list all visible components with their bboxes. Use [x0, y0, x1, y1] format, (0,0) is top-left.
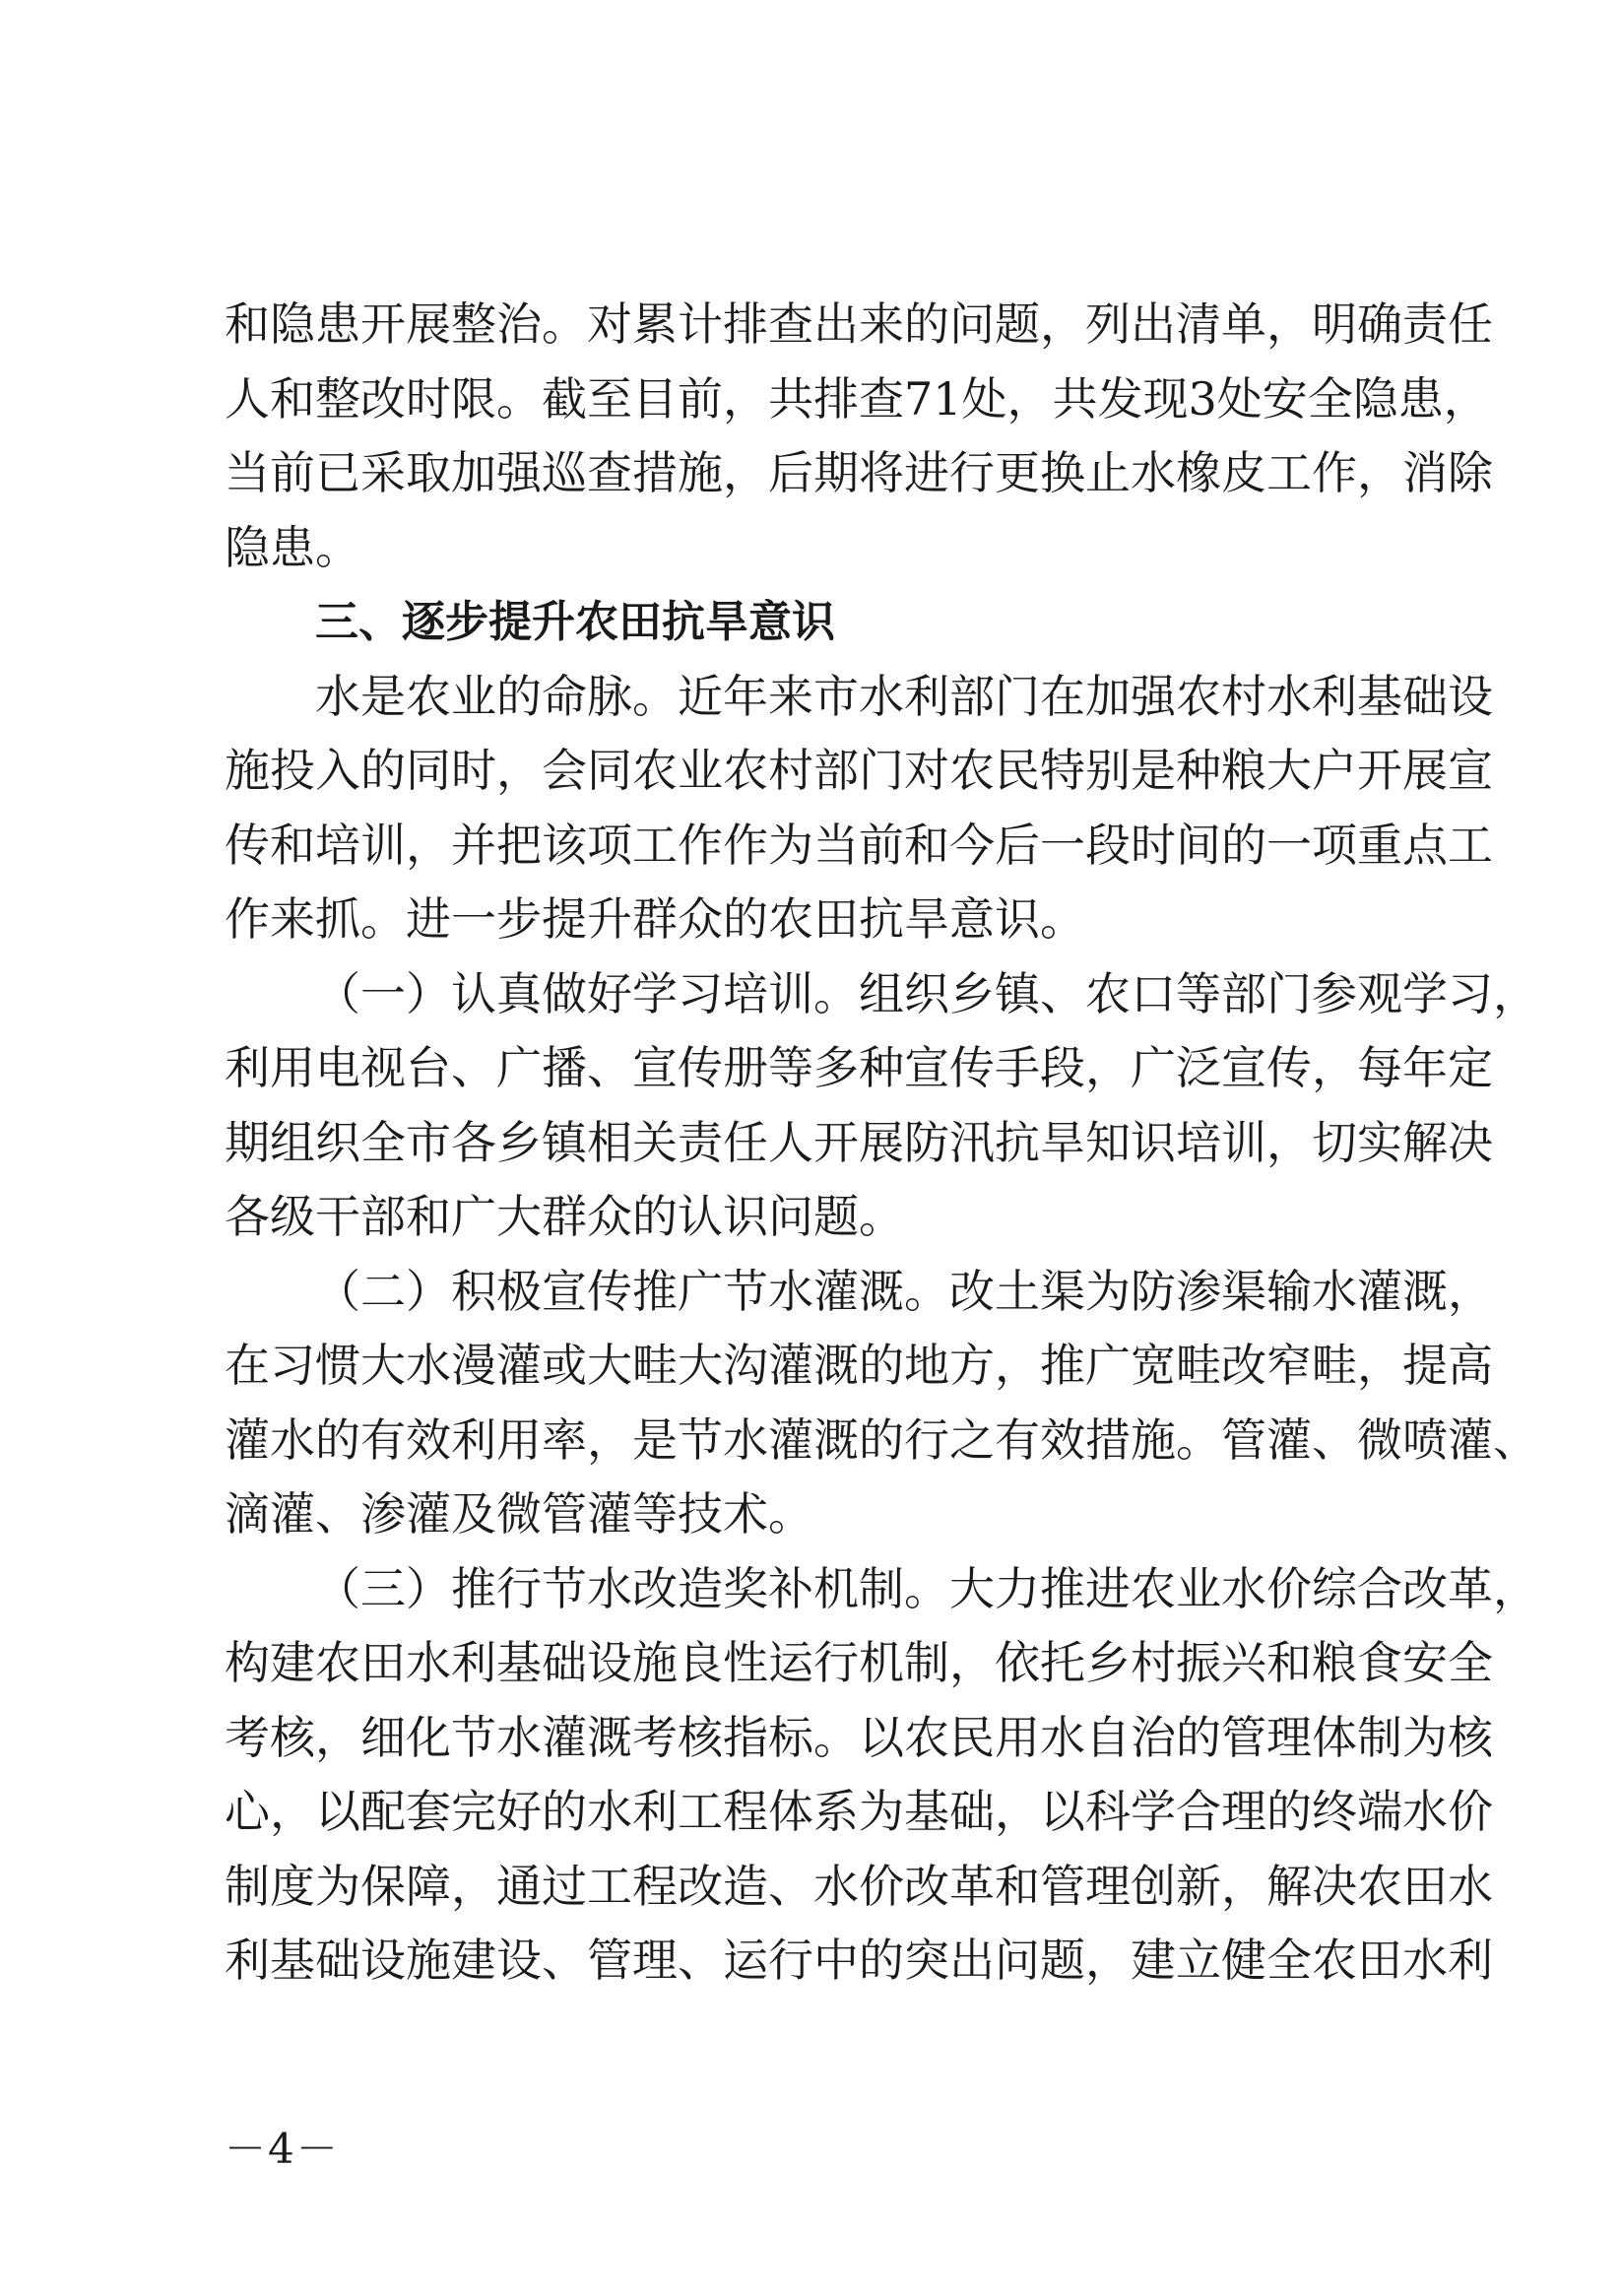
- text-line: 灌水的有效利用率，是节水灌溉的行之有效措施。管灌、微喷灌、: [225, 1412, 1538, 1467]
- text-line: 考核，细化节水灌溉考核指标。以农民用水自治的管理体制为核: [225, 1710, 1493, 1764]
- text-line: 隐患。: [225, 520, 360, 574]
- text-line: 和隐患开展整治。对累计排查出来的问题，列出清单，明确责任: [225, 297, 1493, 351]
- text-line: 利基础设施建设、管理、运行中的突出问题，建立健全农田水利: [225, 1934, 1493, 1987]
- text-line: 在习惯大水漫灌或大畦大沟灌溉的地方，推广宽畦改窄畦，提高: [225, 1339, 1493, 1392]
- text-line: 人和整改时限。截至目前，共排查71处，共发现3处安全隐患，: [225, 371, 1489, 426]
- section-heading: 三、逐步提升农田抗旱意识: [315, 597, 835, 647]
- text-line: 施投入的同时，会同农业农村部门对农民特别是种粮大户开展宣: [225, 744, 1493, 797]
- text-line: 利用电视台、广播、宣传册等多种宣传手段，广泛宣传，每年定: [225, 1041, 1493, 1094]
- text-line: 当前已采取加强巡查措施，后期将进行更换止水橡皮工作，消除: [225, 446, 1493, 499]
- text-line: 各级干部和广大群众的认识问题。: [225, 1190, 904, 1243]
- page-number: －4－: [225, 2125, 340, 2173]
- subsection-line: （一）认真做好学习培训。组织乡镇、农口等部门参观学习，: [315, 966, 1538, 1020]
- text-line: 作来抓。进一步提升群众的农田抗旱意识。: [225, 892, 1085, 946]
- text-line: 传和培训，并把该项工作作为当前和今后一段时间的一项重点工: [225, 818, 1493, 872]
- subsection-line: （二）积极宣传推广节水灌溉。改土渠为防渗渠输水灌溉，: [315, 1264, 1493, 1318]
- body-text: [225, 288, 1538, 1999]
- text-line: 水是农业的命脉。近年来市水利部门在加强农村水利基础设: [315, 669, 1493, 723]
- text-line: 心，以配套完好的水利工程体系为基础，以科学合理的终端水价: [225, 1785, 1493, 1838]
- text-line: 滴灌、渗灌及微管灌等技术。: [225, 1487, 813, 1541]
- text-line: 构建农田水利基础设施良性运行机制，依托乡村振兴和粮食安全: [225, 1636, 1493, 1689]
- text-line: 制度为保障，通过工程改造、水价改革和管理创新，解决农田水: [225, 1859, 1493, 1913]
- text-line: 期组织全市各乡镇相关责任人开展防汛抗旱知识培训，切实解决: [225, 1115, 1493, 1169]
- subsection-line: （三）推行节水改造奖补机制。大力推进农业水价综合改革，: [315, 1561, 1538, 1615]
